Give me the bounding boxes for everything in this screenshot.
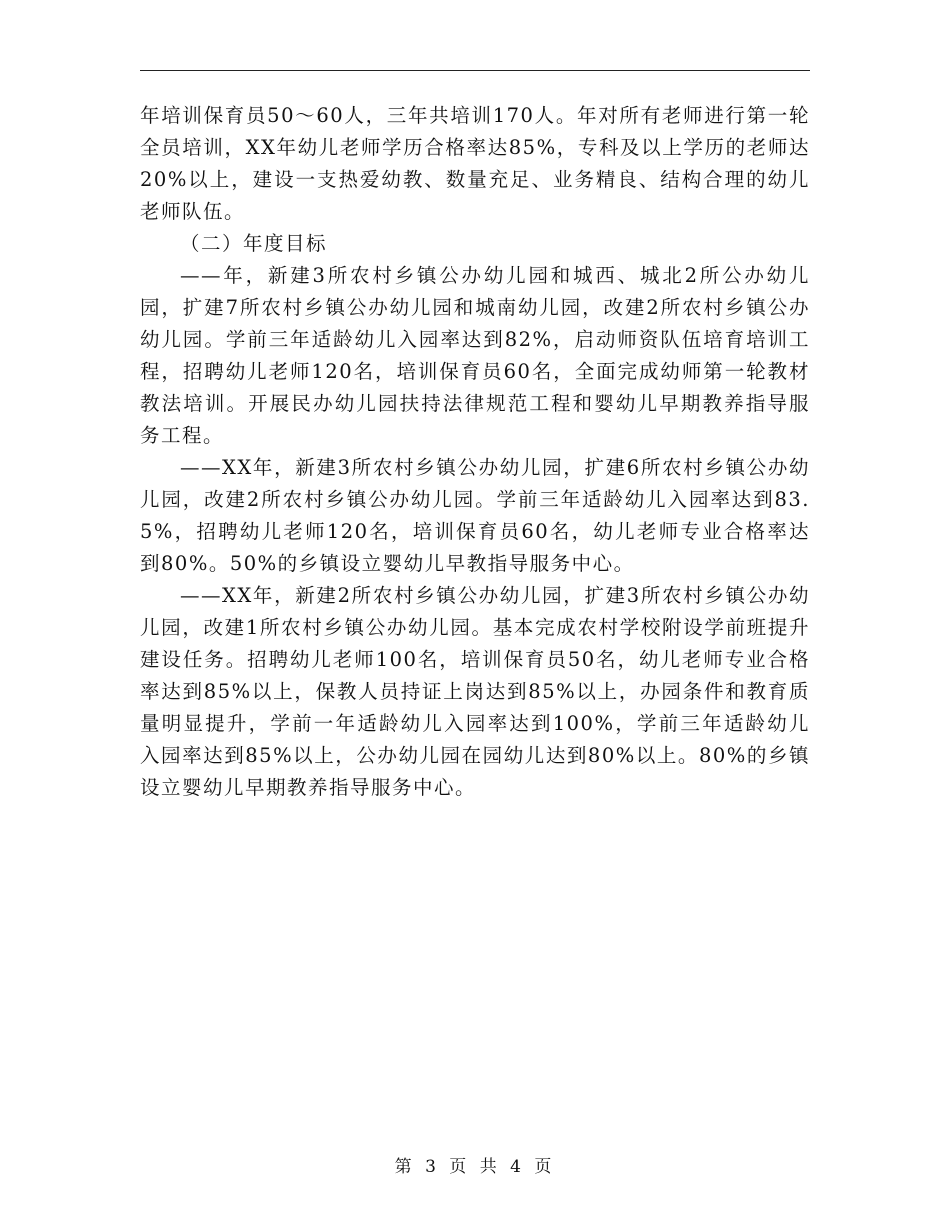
paragraph-goal-year-3: ——XX年，新建2所农村乡镇公办幼儿园，扩建3所农村乡镇公办幼儿园，改建1所农村乡镇公办幼儿园。基本完成农村学校附设学前班提升建设任务。招聘幼儿老师100名，培训保育员50名，幼儿老师专业合格率达到85%以上，保教人员持证上岗达到85%以上，办园条件和教育质量明显提升，学前一年适龄幼儿入园率达到100%，学前三年适龄幼儿入园率达到85%以上，公办幼儿园在园幼儿达到80%以上。80%的乡镇设立婴幼儿早期教养指导服务中心。 <box>140 584 810 799</box>
header-rule <box>140 70 810 71</box>
paragraph-goal-year-1: ——年，新建3所农村乡镇公办幼儿园和城西、城北2所公办幼儿园，扩建7所农村乡镇公办幼儿园和城南幼儿园，改建2所农村乡镇公办幼儿园。学前三年适龄幼儿入园率达到82%，启动师资队伍培育培训工程，招聘幼儿老师120名，培训保育员60名，全面完成幼师第一轮教材教法培训。开展民办幼儿园扶持法律规范工程和婴幼儿早期教养指导服务工程。 <box>140 264 810 447</box>
paragraph-goal-year-2: ——XX年，新建3所农村乡镇公办幼儿园，扩建6所农村乡镇公办幼儿园，改建2所农村乡镇公办幼儿园。学前三年适龄幼儿入园率达到83.5%，招聘幼儿老师120名，培训保育员60名，幼儿老师专业合格率达到80%。50%的乡镇设立婴幼儿早教指导服务中心。 <box>140 456 810 575</box>
section-heading-annual-goals: （二）年度目标 <box>180 232 328 255</box>
body-text <box>140 100 810 804</box>
page-number-footer: 第 3 页 共 4 页 <box>394 1157 556 1177</box>
paragraph-continuation: 年培训保育员50～60人，三年共培训170人。年对所有老师进行第一轮全员培训，XX年幼儿老师学历合格率达85%，专科及以上学历的老师达20%以上，建设一支热爱幼教、数量充足、业务精良、结构合理的幼儿老师队伍。 <box>140 104 810 223</box>
